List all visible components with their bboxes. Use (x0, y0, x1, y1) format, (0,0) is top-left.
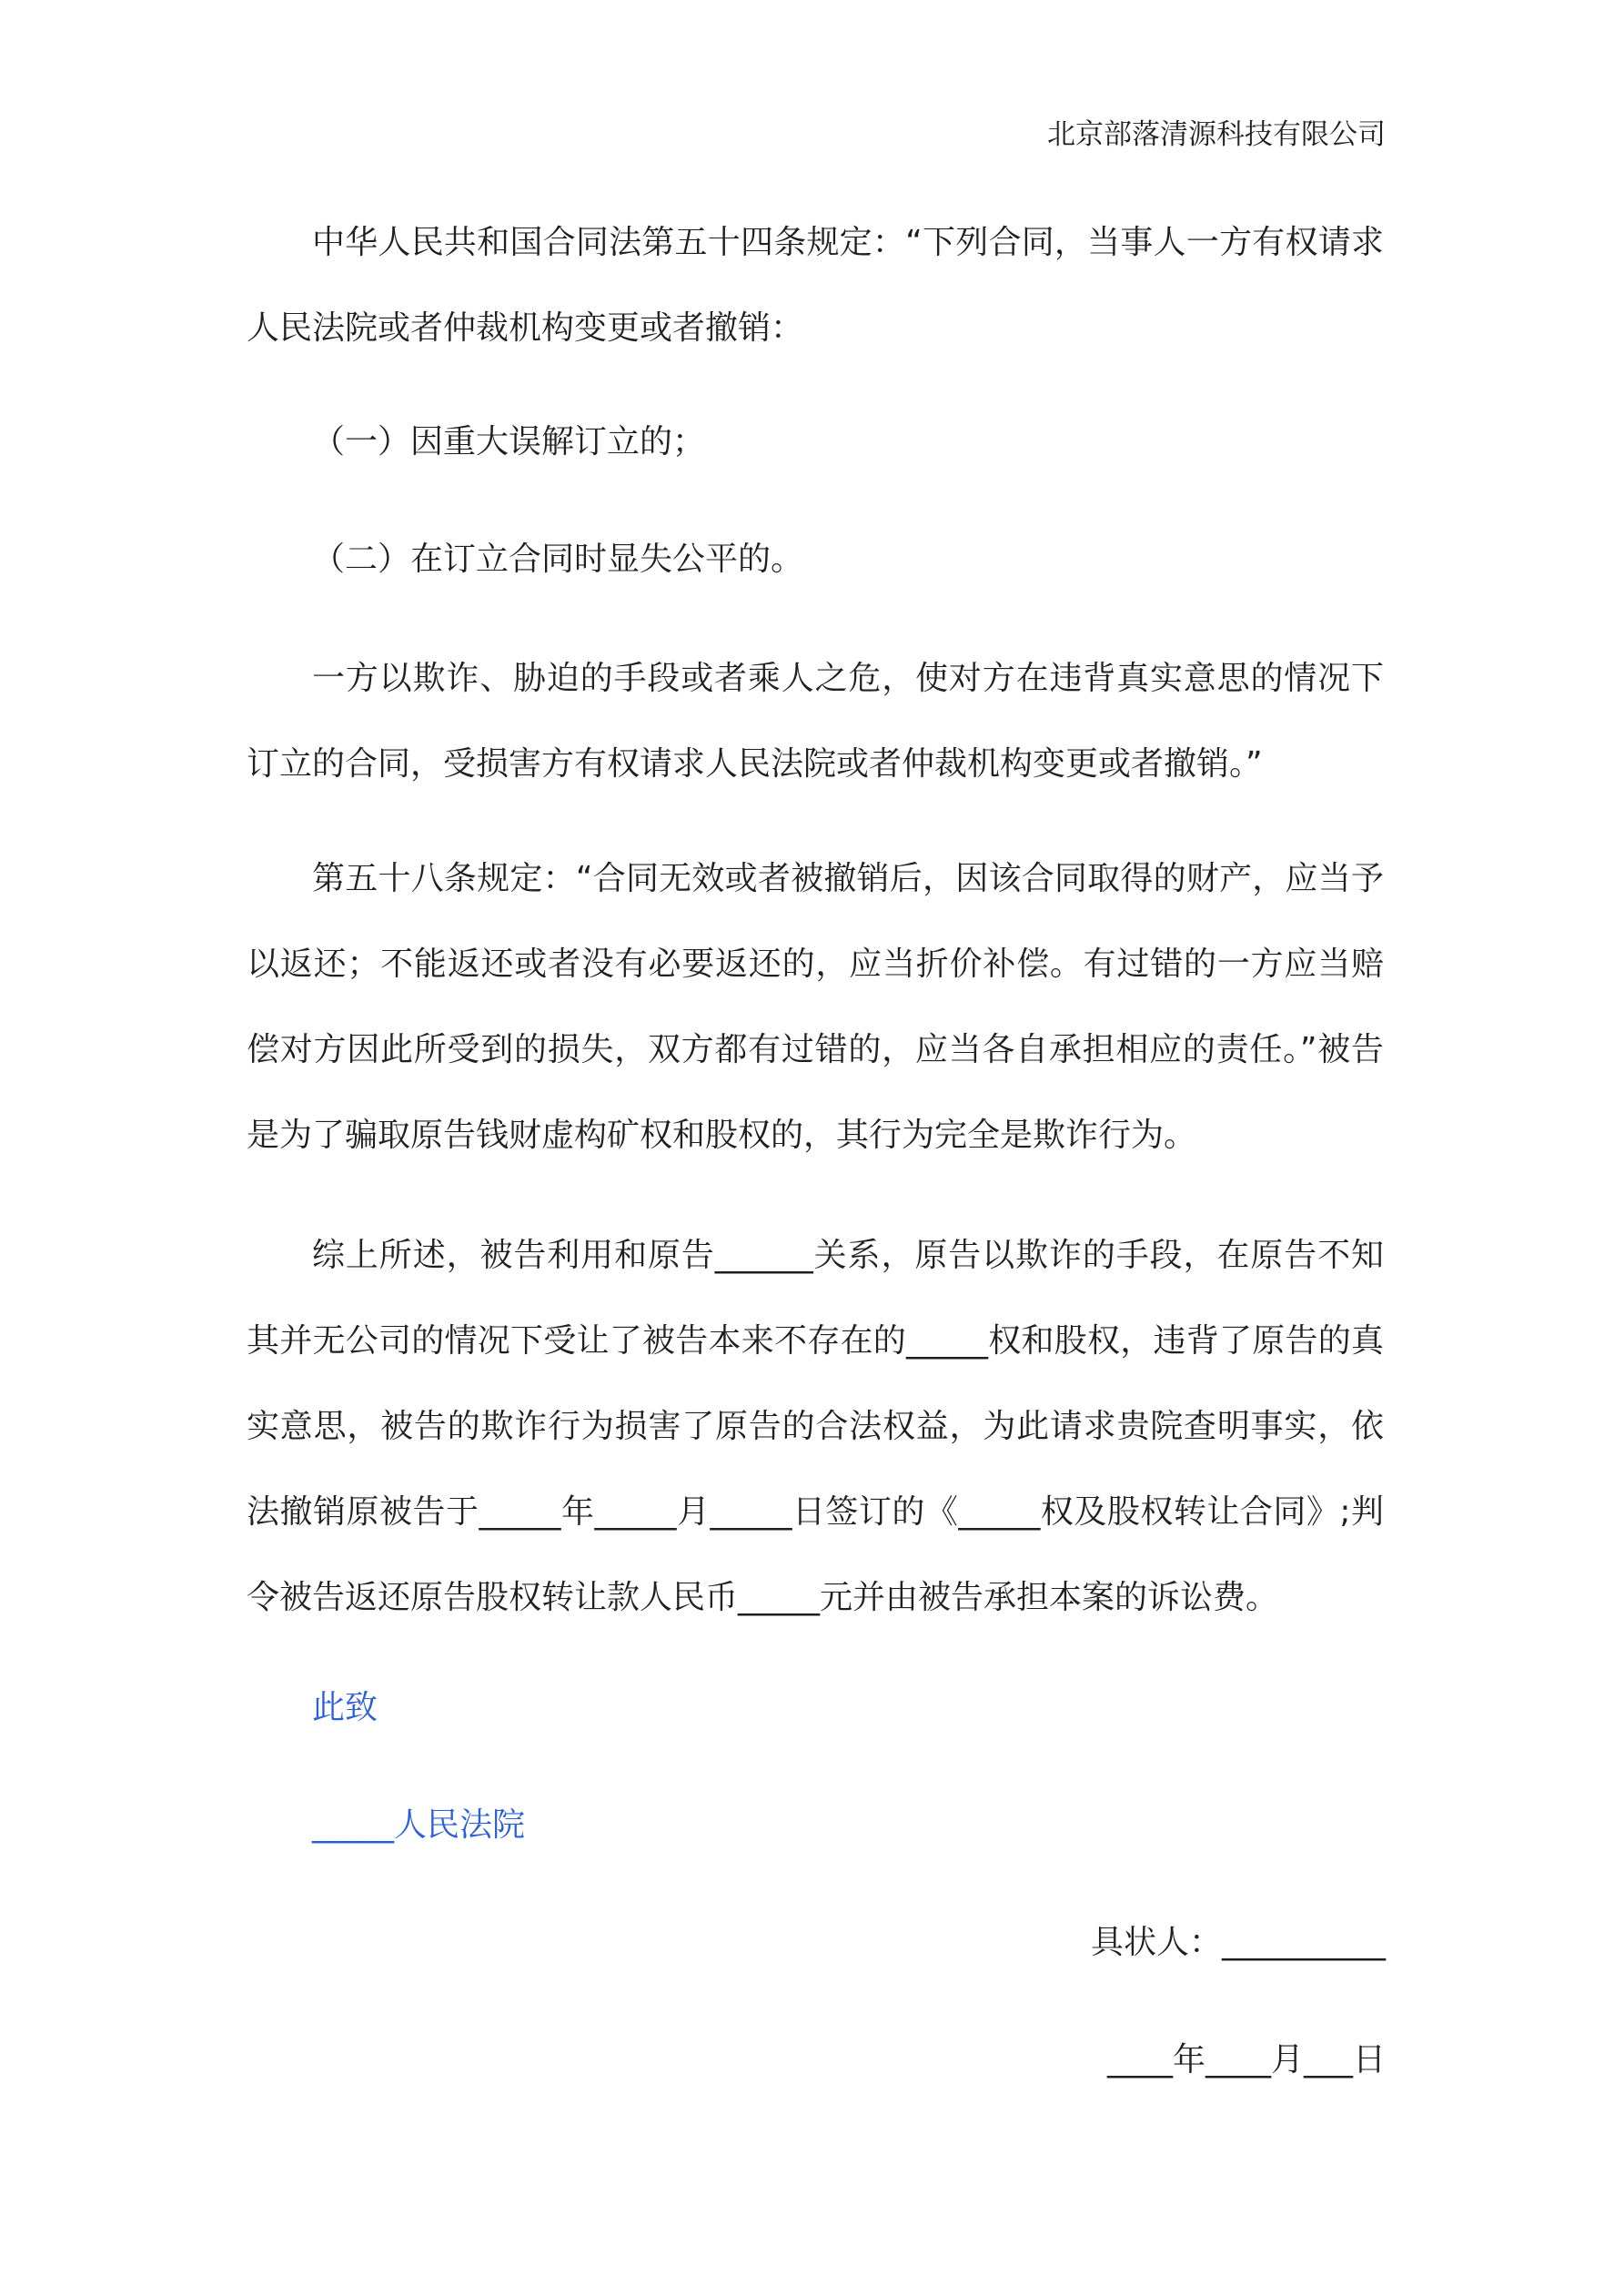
paragraph-article-54: 中华人民共和国合同法第五十四条规定：“下列合同，当事人一方有权请求人民法院或者仲裁机构变更或者撤销： (247, 224, 1384, 347)
date-line: ____年____月___日 (1106, 2041, 1386, 2079)
list-item-1: （一）因重大误解订立的； (312, 423, 706, 460)
paragraph-conclusion: 综上所述，被告利用和原告______关系，原告以欺诈的手段，在原告不知其并无公司的情况下受让了被告本来不存在的_____权和股权，违背了原告的真实意思，被告的欺诈行为损害了原告的合法权益，为此请求贵院查明事实，依法撤销原被告于_____年_____月_____日签订的《_____权及股权转让合同》;判令被告返还原告股权转让款人民币_____元并由被告承担本案的诉讼费。 (247, 1237, 1384, 1616)
list-item-2: （二）在订立合同时显失公平的。 (312, 541, 804, 578)
salutation: 此致 (312, 1689, 378, 1726)
company-header: 北京部落清源科技有限公司 (1047, 118, 1386, 151)
signer-line: 具状人：__________ (1090, 1924, 1386, 1961)
paragraph-fraud: 一方以欺诈、胁迫的手段或者乘人之危，使对方在违背真实意思的情况下订立的合同，受损害方有权请求人民法院或者仲裁机构变更或者撤销。” (247, 660, 1384, 783)
paragraph-article-58: 第五十八条规定：“合同无效或者被撤销后，因该合同取得的财产，应当予以返还；不能返还或者没有必要返还的，应当折价补偿。有过错的一方应当赔偿对方因此所受到的损失，双方都有过错的，应当各自承担相应的责任。”被告是为了骗取原告钱财虚构矿权和股权的，其行为完全是欺诈行为。 (247, 860, 1384, 1154)
court-name: _____人民法院 (312, 1806, 526, 1844)
